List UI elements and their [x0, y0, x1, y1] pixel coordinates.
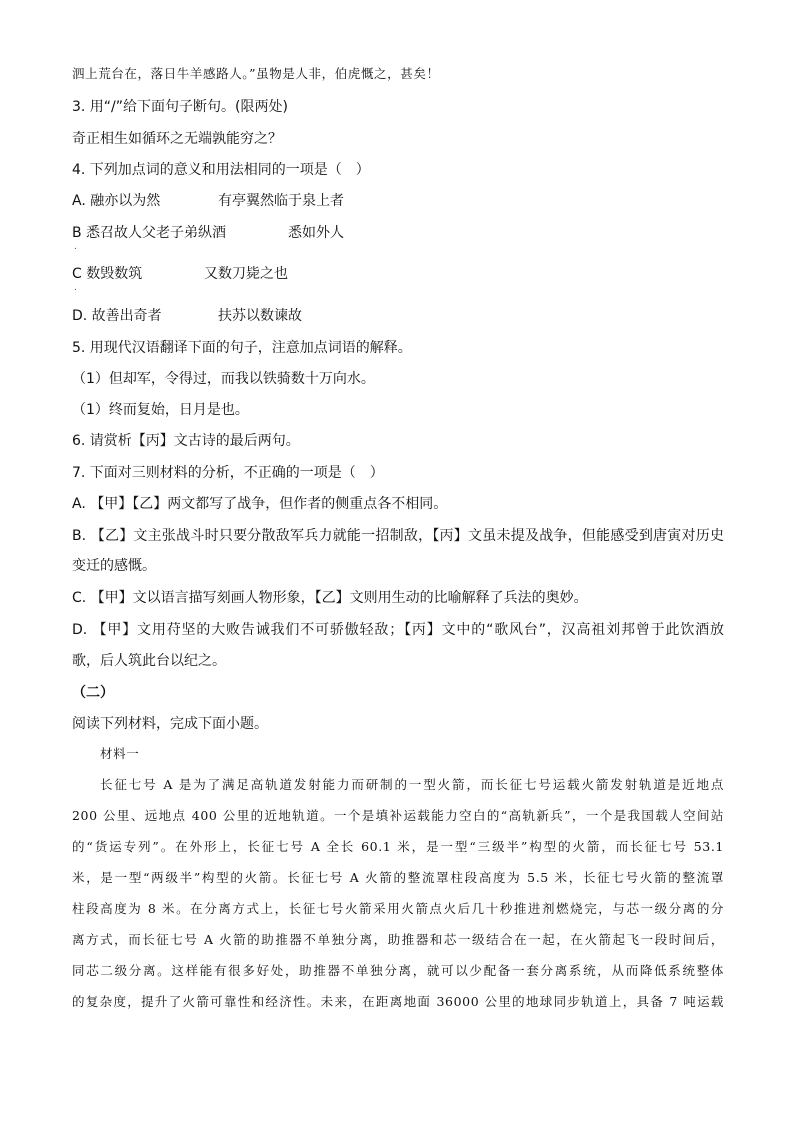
question-5: 5. 用现代汉语翻译下面的句子，注意加点词语的解释。 [72, 340, 412, 356]
question-5-2: （1）终而复始，日月是也。 [72, 402, 249, 418]
question-7-b: B. 【乙】文主张战斗时只要分散敌军兵力就能一招制敌，【丙】文虽未提及战争，但能感受到唐寅对历史 [72, 528, 724, 544]
option-b [72, 223, 724, 243]
material-line: 柱段高度为 8 米。在分离方式上，长征七号火箭采用火箭点火后几十秒推进剂燃烧完，与芯一级分离的分 [72, 901, 724, 916]
option-a-left: A. 融亦以为然 [72, 193, 161, 209]
material-line: 离方式，而长征七号 A 火箭的助推器不单独分离，助推器和芯一级结合在一起，在火箭起飞一段时间后， [72, 932, 724, 947]
material-title: 材料一 [100, 746, 140, 761]
question-7-d-cont: 歌，后人筑此台以纪之。 [72, 653, 226, 669]
material-line: 的“货运专列”。在外形上，长征七号 A 全长 60.1 米，是一型“三级半”构型的火箭，而长征七号 53.1 [72, 839, 724, 854]
question-3: 3. 用“/”给下面句子断句。(限两处) [72, 99, 288, 115]
material-line: 米，是一型“两级半”构型的火箭。长征七号 A 火箭的整流罩柱段高度为 5.5 米，长征七号火箭的整流罩 [72, 870, 724, 885]
section-heading: （二） [72, 685, 114, 701]
question-7-a: A. 【甲】【乙】两文都写了战争，但作者的侧重点各不相同。 [72, 496, 448, 512]
question-7-c: C. 【甲】文以语言描写刻画人物形象，【乙】文则用生动的比喻解释了兵法的奥妙。 [72, 590, 588, 606]
dot-mark: . [74, 242, 77, 252]
question-6: 6. 请赏析【丙】文古诗的最后两句。 [72, 433, 300, 449]
option-b-right: 悉如外人 [288, 225, 344, 241]
material-line: 的复杂度，提升了火箭可靠性和经济性。未来，在距离地面 36000 公里的地球同步轨道上，具备 7 吨运载 [72, 994, 724, 1009]
material-line: 同芯二级分离。这样能有很多好处，助推器不单独分离，就可以少配备一套分离系统，从而降低系统整体 [72, 963, 724, 978]
text-line: 泗上荒台在，落日牛羊感路人。”虽物是人非，伯虎慨之，甚矣！ [72, 66, 440, 81]
option-c [72, 264, 724, 284]
option-c-right: 又数刀毙之也 [204, 266, 288, 282]
material-line: 长征七号 A 是为了满足高轨道发射能力而研制的一型火箭，而长征七号运载火箭发射轨道是近地点 [100, 777, 724, 792]
question-3-text: 奇正相生如循环之无端孰能穷之？ [72, 131, 282, 147]
question-4: 4. 下列加点词的意义和用法相同的一项是（ ） [72, 162, 370, 178]
dot-mark: . [74, 283, 77, 293]
question-7-d: D. 【甲】文用苻坚的大败告诫我们不可骄傲轻敌；【丙】文中的“歌风台”，汉高祖刘邦曾于此饮酒放 [72, 622, 724, 638]
section-intro: 阅读下列材料，完成下面小题。 [72, 716, 268, 732]
option-d [72, 306, 724, 326]
option-a [72, 191, 724, 211]
question-7: 7. 下面对三则材料的分析，不正确的一项是（ ） [72, 465, 384, 481]
question-5-1: （1）但却军，令得过，而我以铁骑数十万向水。 [72, 371, 375, 387]
option-a-right: 有亭翼然临于泉上者 [218, 193, 344, 209]
question-7-b-cont: 变迁的感慨。 [72, 558, 156, 574]
option-c-left: C 数毁数筑 [72, 266, 143, 282]
option-d-right: 扶苏以数谏故 [218, 308, 302, 324]
option-d-left: D. 故善出奇者 [72, 308, 162, 324]
material-line: 200 公里、远地点 400 公里的近地轨道。一个是填补运载能力空白的“高轨新兵”，一个是我国载人空间站 [72, 808, 724, 823]
option-b-left: B 悉召故人父老子弟纵酒 [72, 225, 227, 241]
